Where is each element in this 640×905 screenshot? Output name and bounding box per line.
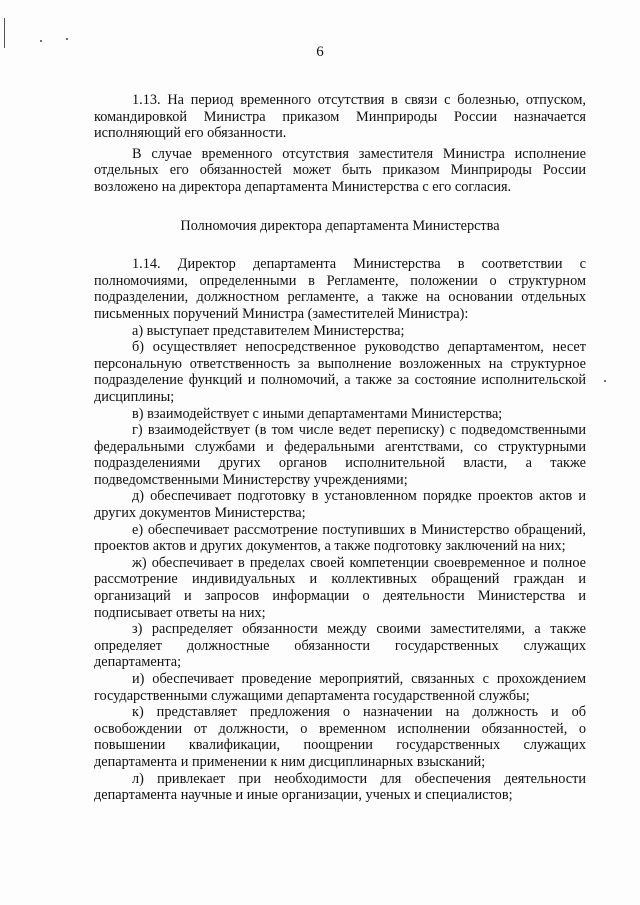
paragraph-1-14: 1.14. Директор департамента Министерства в соответствии с полномочиями, определенными в Регламенте, положении о структурном подразделении, должностном регламенте, а также на основании отдельных письменных поручений Министра (заместителей Министра): <box>94 256 586 322</box>
list-item-a: а) выступает представителем Министерства; <box>132 322 405 339</box>
section-heading: Полномочия директора департамента Министерства <box>180 217 500 234</box>
list-item-z: з) распределяет обязанности между своими заместителями, а также определяет должностные обязанности государственных служащих департамента; <box>94 621 586 671</box>
list-item-g: г) взаимодействует (в том числе ведет переписку) с подведомственными федеральными службами и федеральными агентствами, со структурными подразделениями других органов исполнительной власти, а также подведомственными Министерству учреждениями; <box>94 422 586 488</box>
list-item-b: б) осуществляет непосредственное руководство департаментом, несет персональную ответственность за выполнение возложенных на структурное подразделение функций и полномочий, а также за состояние исполнительской дисциплины; <box>94 339 586 405</box>
list-item-zh: ж) обеспечивает в пределах своей компетенции своевременное и полное рассмотрение индивидуальных и коллективных обращений граждан и организаций и запросов информации о деятельности Министерства и подписывает ответы на них; <box>94 554 586 621</box>
scan-speck <box>66 38 68 40</box>
paragraph-deputy-absence: В случае временного отсутствия заместителя Министра исполнение отдельных его обязанностей может быть приказом Минприроды России возложено на директора департамента Министерства с его согласия. <box>94 145 586 195</box>
list-item-e: е) обеспечивает рассмотрение поступивших в Министерство обращений, проектов актов и других документов, а также подготовку заключений на них; <box>94 521 586 555</box>
paragraph-1-13: 1.13. На период временного отсутствия в связи с болезнью, отпуском, командировкой Министра приказом Минприроды России назначается исполняющий его обязанности. <box>94 92 586 142</box>
scan-speck <box>40 40 42 42</box>
list-item-i: и) обеспечивает проведение мероприятий, связанных с прохождением государственными служащими департамента государственной службы; <box>94 671 586 704</box>
document-body <box>94 92 586 804</box>
list-item-d: д) обеспечивает подготовку в установленном порядке проектов актов и других документов Министерства; <box>94 488 586 522</box>
list-item-v: в) взаимодействует с иными департаментами Министерства; <box>132 405 503 422</box>
page-number: 6 <box>316 44 324 60</box>
list-item-k: к) представляет предложения о назначении на должность и об освобождении от должности, о временном исполнении обязанностей, о повышении квалификации, поощрении государственных служащих департамента и применении к ним дисциплинарных взысканий; <box>94 704 586 770</box>
list-item-l: л) привлекает при необходимости для обеспечения деятельности департамента научные и иные организации, ученых и специалистов; <box>94 770 586 804</box>
scan-speck <box>604 380 606 382</box>
